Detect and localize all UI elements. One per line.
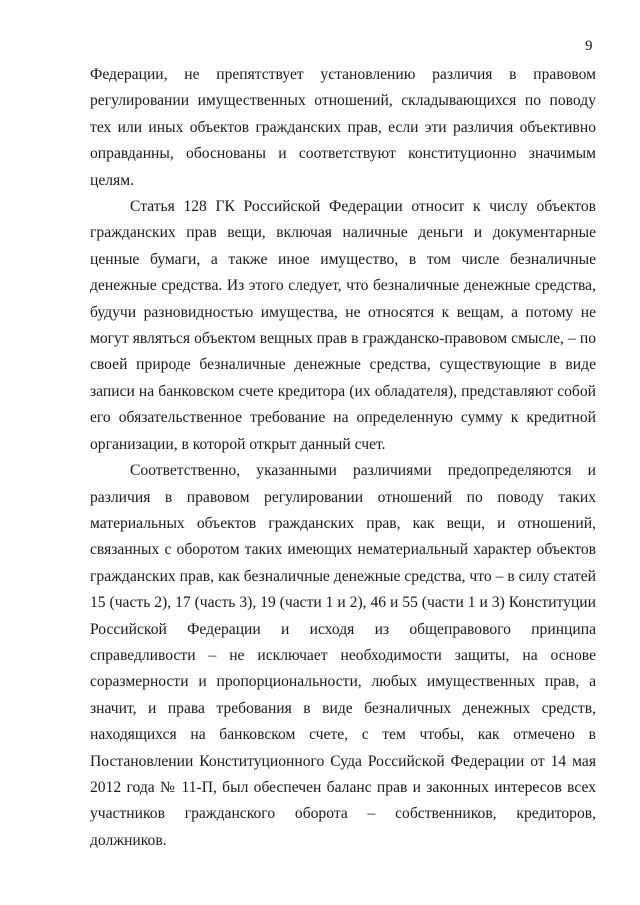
paragraph-continuation: Федерации, не препятствует установлению различия в правовом регулировании имущественных отношений, складывающихся по поводу тех или иных объектов гражданских прав, если эти различия объективно оправданны, обоснованы и соответствуют конституционно значимым целям. — [90, 66, 596, 189]
paragraph-conclusion: Соответственно, указанными различиями предопределяются и различия в правовом регулировании отношений по поводу таких материальных объектов гражданских прав, как вещи, и отношений, связанных с оборотом таких имеющих нематериальный характер объектов гражданских прав, как безналичные денежные средства, что – в силу статей 15 (часть 2), 17 (часть 3), 19 (части 1 и 2), 46 и 55 (части 1 и 3) Конституции Российской Федерации и исходя из общеправового принципа справедливости – не исключает необходимости защиты, на основе соразмерности и пропорциональности, любых имущественных прав, а значит, и права требования в виде безналичных денежных средств, находящихся на банковском счете, с тем чтобы, как отмечено в Постановлении Конституционного Суда Российской Федерации от 14 мая 2012 года № 11-П, был обеспечен баланс прав и законных интересов всех участников гражданского оборота – собственников, кредиторов, должников. — [90, 462, 596, 849]
page-number: 9 — [585, 38, 593, 54]
document-body — [90, 62, 596, 854]
paragraph-article-128: Статья 128 ГК Российской Федерации относит к числу объектов гражданских прав вещи, включая наличные деньги и документарные ценные бумаги, а также иное имущество, в том числе безналичные денежные средства. Из этого следует, что безналичные денежные средства, будучи разновидностью имущества, не относятся к вещам, а потому не могут являться объектом вещных прав в гражданско-правовом смысле, – по своей природе безналичные денежные средства, существующие в виде записи на банковском счете кредитора (их обладателя), представляют собой его обязательственное требование на определенную сумму к кредитной организации, в которой открыт данный счет. — [90, 198, 596, 453]
